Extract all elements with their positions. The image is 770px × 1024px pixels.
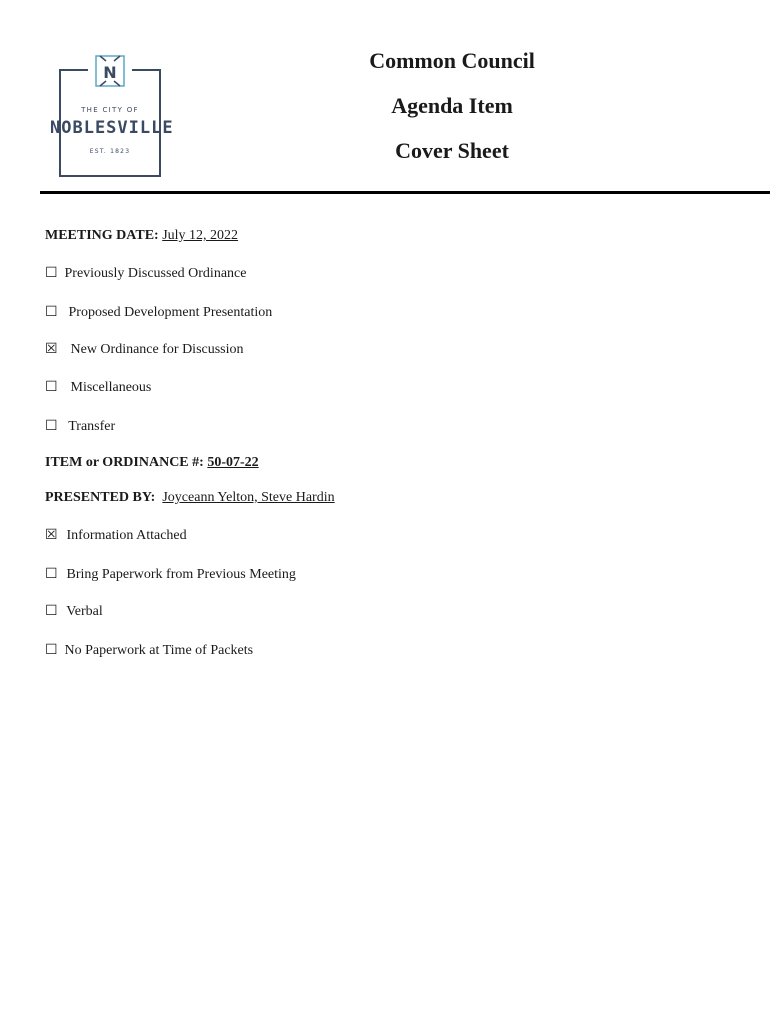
logo-city-of: THE CITY OF bbox=[81, 106, 139, 114]
title-agenda-item: Agenda Item bbox=[391, 93, 513, 118]
logo-frame-icon bbox=[50, 52, 174, 178]
header-divider bbox=[40, 191, 770, 194]
option-label: Information Attached bbox=[66, 528, 187, 543]
city-logo bbox=[50, 52, 174, 178]
checkbox-icon: ☐ bbox=[45, 305, 58, 320]
type-option-miscellaneous bbox=[45, 379, 151, 396]
option-label: New Ordinance for Discussion bbox=[70, 342, 244, 357]
checkbox-icon: ☐ bbox=[45, 567, 58, 582]
checkbox-icon: ☐ bbox=[45, 604, 58, 619]
option-label: Transfer bbox=[68, 419, 116, 434]
option-label: Verbal bbox=[66, 604, 103, 619]
logo-established: EST. 1823 bbox=[89, 148, 131, 155]
meeting-date-row bbox=[45, 228, 238, 244]
paperwork-option-information-attached bbox=[45, 527, 187, 544]
presented-by-row bbox=[45, 490, 335, 506]
option-label: Bring Paperwork from Previous Meeting bbox=[66, 567, 296, 582]
presented-by-label: PRESENTED BY: bbox=[45, 490, 156, 505]
option-label: Proposed Development Presentation bbox=[68, 305, 273, 320]
checkbox-icon: ☐ bbox=[45, 419, 58, 434]
item-ordinance-value: 50-07-22 bbox=[207, 455, 259, 470]
type-option-proposed-development bbox=[45, 304, 272, 321]
checkbox-icon: ☐ bbox=[45, 380, 58, 395]
presented-by-value: Joyceann Yelton, Steve Hardin bbox=[162, 490, 335, 505]
paperwork-option-verbal bbox=[45, 603, 103, 620]
checked-box-icon: ☒ bbox=[45, 342, 58, 357]
title-cover-sheet: Cover Sheet bbox=[395, 138, 509, 163]
paperwork-option-no-paperwork bbox=[45, 642, 253, 659]
type-option-transfer bbox=[45, 418, 115, 435]
option-label: Miscellaneous bbox=[70, 380, 152, 395]
logo-city-name: NOBLESVILLE bbox=[50, 118, 174, 138]
meeting-date-value: July 12, 2022 bbox=[162, 228, 239, 243]
checkbox-icon: ☐ bbox=[45, 643, 58, 658]
svg-text:N: N bbox=[103, 63, 117, 82]
item-ordinance-label: ITEM or ORDINANCE #: bbox=[45, 455, 204, 470]
paperwork-option-bring-previous bbox=[45, 566, 296, 583]
checkbox-icon: ☐ bbox=[45, 266, 58, 281]
checked-box-icon: ☒ bbox=[45, 528, 58, 543]
title-common-council: Common Council bbox=[369, 48, 535, 73]
item-ordinance-row bbox=[45, 455, 259, 471]
option-label: Previously Discussed Ordinance bbox=[64, 266, 247, 281]
meeting-date-label: MEETING DATE: bbox=[45, 228, 159, 243]
option-label: No Paperwork at Time of Packets bbox=[64, 643, 254, 658]
type-option-previously-discussed bbox=[45, 265, 246, 282]
type-option-new-ordinance bbox=[45, 341, 244, 358]
